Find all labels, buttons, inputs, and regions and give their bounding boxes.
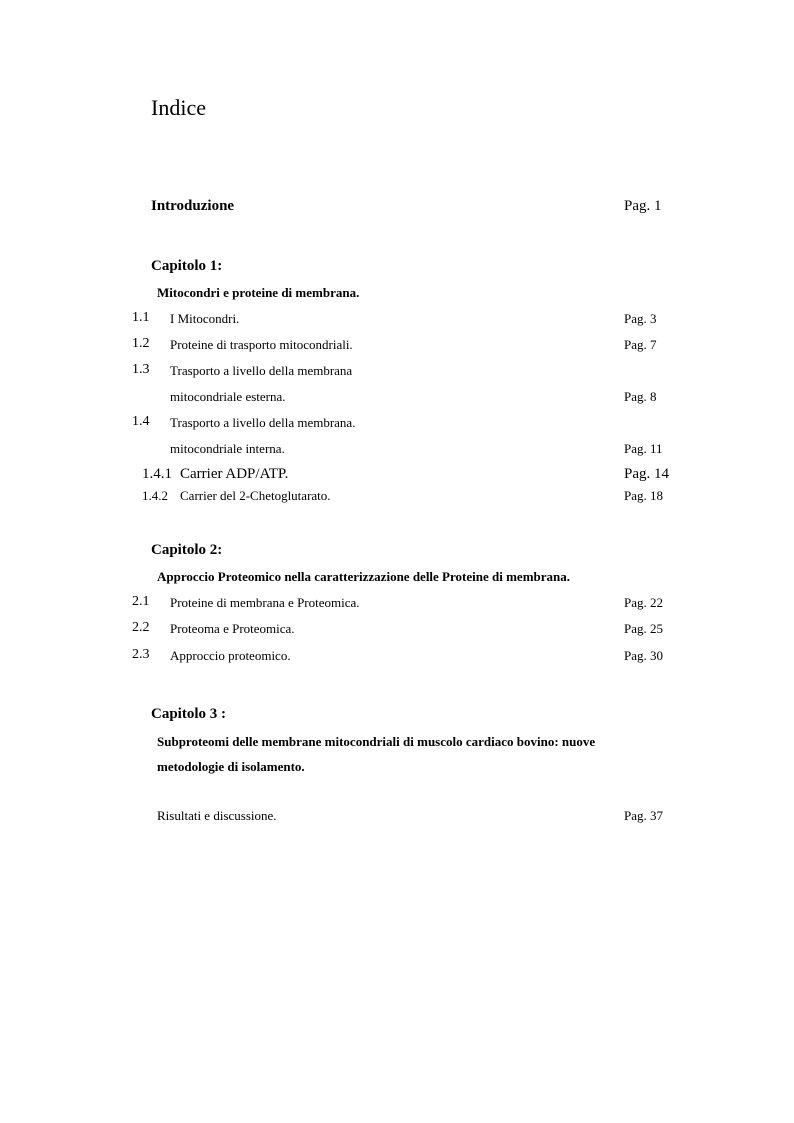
toc-item-3-results-text: Risultati e discussione. <box>157 808 277 823</box>
toc-item-1-1-number: 1.1 <box>132 310 150 325</box>
toc-item-1-4-text-cont: mitocondriale interna. <box>170 441 285 456</box>
toc-item-2-3-page: Pag. 30 <box>624 648 663 663</box>
toc-item-1-2-page: Pag. 7 <box>624 337 657 352</box>
toc-item-2-3-number: 2.3 <box>132 647 150 662</box>
toc-intro-page: Pag. 1 <box>624 198 662 214</box>
toc-item-2-2-page: Pag. 25 <box>624 621 663 636</box>
chapter-3-subtitle-line-2: metodologie di isolamento. <box>157 759 305 774</box>
toc-item-2-1-page: Pag. 22 <box>624 595 663 610</box>
toc-item-2-3-text: Approccio proteomico. <box>170 648 291 663</box>
chapter-3-heading: Capitolo 3 : <box>151 706 226 722</box>
toc-item-1-4-2-text: Carrier del 2-Chetoglutarato. <box>180 488 331 503</box>
toc-item-2-1-text: Proteine di membrana e Proteomica. <box>170 595 360 610</box>
toc-item-1-4-page: Pag. 11 <box>624 441 663 456</box>
toc-item-1-1-page: Pag. 3 <box>624 311 657 326</box>
toc-item-1-4-1-text: Carrier ADP/ATP. <box>180 466 289 482</box>
toc-item-1-4-text: Trasporto a livello della membrana. <box>170 415 356 430</box>
toc-item-1-4-1-page: Pag. 14 <box>624 466 669 482</box>
toc-item-1-3-text-cont: mitocondriale esterna. <box>170 389 286 404</box>
toc-item-1-2-number: 1.2 <box>132 336 150 351</box>
toc-item-2-1-number: 2.1 <box>132 594 150 609</box>
toc-item-1-4-number: 1.4 <box>132 414 150 429</box>
chapter-1-heading: Capitolo 1: <box>151 258 223 274</box>
toc-item-2-2-text: Proteoma e Proteomica. <box>170 621 295 636</box>
toc-item-1-4-2-page: Pag. 18 <box>624 488 663 503</box>
chapter-2-heading: Capitolo 2: <box>151 542 223 558</box>
toc-intro-label: Introduzione <box>151 198 235 214</box>
chapter-2-subtitle: Approccio Proteomico nella caratterizzazione delle Proteine di membrana. <box>157 569 570 584</box>
toc-item-1-3-page: Pag. 8 <box>624 389 657 404</box>
toc-item-1-3-number: 1.3 <box>132 362 150 377</box>
toc-item-2-2-number: 2.2 <box>132 620 150 635</box>
toc-item-1-2-text: Proteine di trasporto mitocondriali. <box>170 337 353 352</box>
chapter-3-subtitle-line-1: Subproteomi delle membrane mitocondriali di muscolo cardiaco bovino: nuove <box>157 734 596 749</box>
toc-item-1-4-1-number: 1.4.1 <box>142 466 172 482</box>
toc-item-1-3-text: Trasporto a livello della membrana <box>170 363 353 378</box>
toc-item-3-results-page: Pag. 37 <box>624 808 663 823</box>
toc-item-1-4-2-number: 1.4.2 <box>142 488 168 503</box>
chapter-1-subtitle: Mitocondri e proteine di membrana. <box>157 285 360 300</box>
page-title: Indice <box>151 95 206 120</box>
toc-item-1-1-text: I Mitocondri. <box>170 311 240 326</box>
